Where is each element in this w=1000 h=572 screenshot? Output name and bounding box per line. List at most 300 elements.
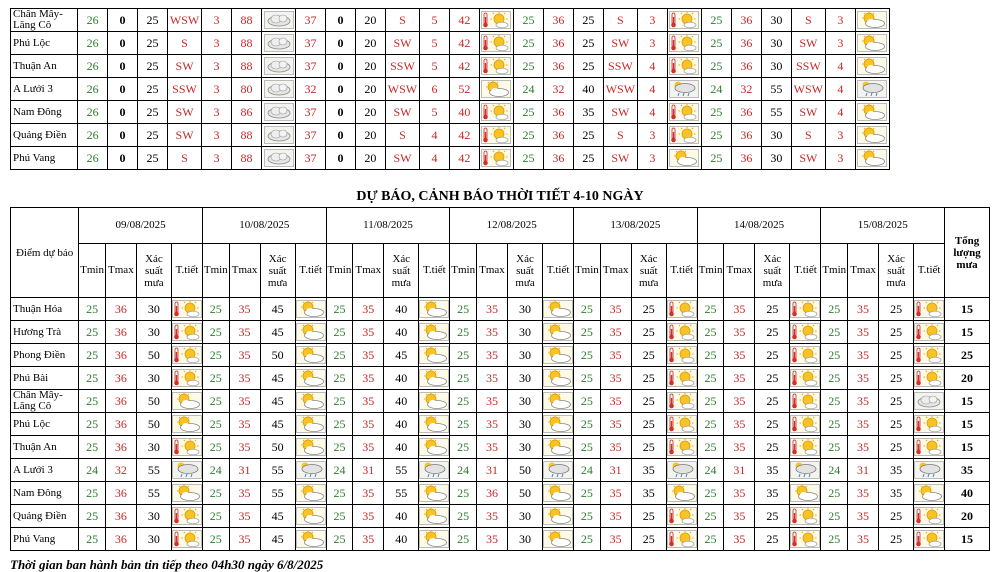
value-cell: 25 [79,298,106,321]
rain-cloud-icon [857,80,887,98]
sun-thermo-icon [669,57,699,75]
station-name: Quảng Điền [11,124,78,147]
value-cell: 25 [513,9,543,32]
value-cell: 25 [631,367,666,390]
value-cell: 25 [755,298,790,321]
value-cell: 3 [637,147,667,170]
value-cell: 30 [507,390,542,413]
sun-thermo-icon [172,530,202,548]
value-cell: WSW [791,78,825,101]
value-cell: 50 [136,390,171,413]
weather-cell [261,101,295,124]
value-cell: 35 [848,413,879,436]
value-cell: 25 [821,390,848,413]
tmax-header: Tmax [600,244,631,298]
weather-cell [479,147,513,170]
tmax-header: Tmax [724,244,755,298]
value-cell: 86 [232,101,262,124]
cloudy-icon [264,103,294,121]
value-cell: 30 [761,147,791,170]
station-name: A Lưới 3 [11,78,78,101]
value-cell: 20 [355,124,385,147]
tmin-header: Tmin [79,244,106,298]
value-cell: 36 [105,436,136,459]
value-cell: 35 [724,505,755,528]
station-name: Phong Điền [11,344,79,367]
value-cell: 50 [136,344,171,367]
sun-thermo-icon [790,323,820,341]
value-cell: 30 [136,321,171,344]
value-cell: SW [385,32,419,55]
value-cell: 42 [449,9,479,32]
value-cell: 30 [507,505,542,528]
value-cell: S [385,9,419,32]
value-cell: 35 [477,321,508,344]
value-cell: 3 [637,32,667,55]
weather-cell [261,147,295,170]
value-cell: 4 [637,78,667,101]
weather-header: T.tiết [914,244,945,298]
value-cell: 25 [574,298,601,321]
cloudy-icon [264,34,294,52]
value-cell: 25 [573,147,603,170]
value-cell: 36 [731,147,761,170]
value-cell: 40 [384,321,419,344]
value-cell: 25 [138,55,168,78]
value-cell: 55 [260,459,295,482]
sun-thermo-icon [914,438,944,456]
weather-cell [666,367,697,390]
value-cell: 36 [543,101,573,124]
sun-thermo-icon [481,34,511,52]
rain-cloud-icon [419,461,449,479]
value-cell: 31 [600,459,631,482]
value-cell: 36 [543,124,573,147]
value-cell: 30 [507,528,542,551]
value-cell: 35 [477,528,508,551]
rain-cloud-icon [667,461,697,479]
cloudy-icon [264,126,294,144]
value-cell: SW [791,147,825,170]
weather-cell [790,321,821,344]
value-cell: 25 [573,32,603,55]
tmax-header: Tmax [848,244,879,298]
value-cell: 35 [229,482,260,505]
value-cell: 35 [229,298,260,321]
value-cell: S [167,32,201,55]
weather-cell [172,321,203,344]
sun-thermo-icon [669,126,699,144]
value-cell: 30 [136,436,171,459]
value-cell: 25 [326,482,353,505]
value-cell: 25 [878,528,913,551]
table-row [11,436,990,459]
value-cell: 32 [296,78,326,101]
value-cell: 25 [79,436,106,459]
value-cell: 35 [848,367,879,390]
value-cell: 36 [105,321,136,344]
value-cell: 6 [419,78,449,101]
partly-cloudy-icon [419,392,449,410]
partly-cloudy-icon [857,57,887,75]
value-cell: 31 [477,459,508,482]
weather-cell [295,298,326,321]
value-cell: 25 [513,147,543,170]
value-cell: 37 [296,9,326,32]
value-cell: 35 [477,413,508,436]
weather-cell [479,9,513,32]
value-cell: 36 [731,55,761,78]
value-cell: 25 [697,482,724,505]
value-cell: 30 [136,367,171,390]
value-cell: 25 [574,390,601,413]
value-cell: 35 [573,101,603,124]
cloudy-icon [264,149,294,167]
weather-cell [667,55,701,78]
value-cell: 36 [543,9,573,32]
value-cell: 20 [355,32,385,55]
value-cell: 35 [724,344,755,367]
weather-cell [666,390,697,413]
value-cell: 35 [848,344,879,367]
partly-cloudy-icon [543,484,573,502]
value-cell: 40 [449,101,479,124]
value-cell: 45 [260,390,295,413]
value-cell: 35 [229,367,260,390]
value-cell: 45 [384,344,419,367]
value-cell: 25 [821,413,848,436]
value-cell: 25 [326,344,353,367]
value-cell: 25 [701,124,731,147]
value-cell: WSW [167,9,201,32]
next-bulletin-note: Thời gian ban hành bản tin tiếp theo 04h30 ngày 6/8/2025 [10,557,324,572]
value-cell: 50 [260,344,295,367]
value-cell: 0 [108,55,138,78]
date-header: 11/08/2025 [326,208,450,244]
value-cell: 25 [631,436,666,459]
tmax-header: Tmax [353,244,384,298]
total-rain-cell: 15 [945,321,990,344]
value-cell: 42 [449,124,479,147]
partly-cloudy-icon [296,438,326,456]
value-cell: 25 [513,32,543,55]
value-cell: 0 [326,9,356,32]
date-header: 13/08/2025 [574,208,698,244]
value-cell: 3 [825,124,855,147]
value-cell: 35 [353,482,384,505]
sun-thermo-icon [790,346,820,364]
value-cell: 35 [724,482,755,505]
partly-cloudy-icon [857,103,887,121]
value-cell: SW [603,32,637,55]
weather-cell [790,390,821,413]
table-row [11,147,890,170]
rain-prob-header: Xác suất mưa [755,244,790,298]
value-cell: 25 [878,344,913,367]
sun-thermo-icon [481,57,511,75]
value-cell: 35 [724,367,755,390]
value-cell: 25 [450,390,477,413]
sun-thermo-icon [669,11,699,29]
partly-cloudy-icon [543,438,573,456]
value-cell: 45 [260,505,295,528]
value-cell: 35 [477,390,508,413]
value-cell: 35 [848,528,879,551]
value-cell: 25 [574,528,601,551]
date-header: 09/08/2025 [79,208,203,244]
value-cell: 25 [513,101,543,124]
total-rain-cell: 20 [945,505,990,528]
partly-cloudy-icon [857,34,887,52]
sun-thermo-icon [667,438,697,456]
value-cell: 5 [419,55,449,78]
value-cell: 35 [848,298,879,321]
tmin-header: Tmin [821,244,848,298]
weather-cell [914,298,945,321]
weather-cell [172,413,203,436]
value-cell: 35 [600,482,631,505]
total-rain-cell: 15 [945,298,990,321]
value-cell: SSW [791,55,825,78]
weather-cell [914,367,945,390]
value-cell: 36 [105,528,136,551]
value-cell: 25 [202,344,229,367]
value-cell: 88 [232,147,262,170]
value-cell: 30 [136,528,171,551]
value-cell: S [603,9,637,32]
weather-cell [667,9,701,32]
value-cell: 25 [326,298,353,321]
value-cell: S [791,9,825,32]
station-name: Chân Mây-Lăng Cô [11,390,79,413]
value-cell: 30 [507,298,542,321]
weather-cell [419,505,450,528]
value-cell: 35 [353,321,384,344]
total-rain-cell: 35 [945,459,990,482]
value-cell: 35 [724,321,755,344]
partly-cloudy-icon [296,346,326,364]
value-cell: 25 [450,528,477,551]
weather-cell [295,344,326,367]
cloudy-icon [264,11,294,29]
value-cell: 0 [108,124,138,147]
value-cell: 36 [543,32,573,55]
value-cell: 35 [353,436,384,459]
value-cell: 42 [449,55,479,78]
value-cell: 35 [724,413,755,436]
value-cell: 40 [384,436,419,459]
sun-thermo-icon [790,392,820,410]
value-cell: 26 [78,147,108,170]
sun-thermo-icon [172,438,202,456]
value-cell: 25 [821,298,848,321]
value-cell: 36 [543,147,573,170]
weather-cell [261,9,295,32]
value-cell: 3 [825,147,855,170]
cloudy-icon [264,57,294,75]
weather-cell [914,459,945,482]
weather-cell [172,505,203,528]
value-cell: 25 [631,390,666,413]
station-name: Nam Đông [11,482,79,505]
table-row [11,528,990,551]
value-cell: 52 [449,78,479,101]
value-cell: 37 [296,55,326,78]
value-cell: 25 [574,367,601,390]
value-cell: 35 [878,482,913,505]
value-cell: 35 [600,528,631,551]
value-cell: 25 [450,436,477,459]
table-row [11,32,890,55]
value-cell: 32 [731,78,761,101]
value-cell: 36 [731,9,761,32]
weather-header: T.tiết [666,244,697,298]
value-cell: 80 [232,78,262,101]
value-cell: 24 [450,459,477,482]
date-header: 14/08/2025 [697,208,821,244]
value-cell: 5 [419,101,449,124]
weather-cell [543,459,574,482]
value-cell: 50 [260,436,295,459]
sun-thermo-icon [481,103,511,121]
tmax-header: Tmax [105,244,136,298]
partly-cloudy-icon [543,530,573,548]
value-cell: 25 [79,528,106,551]
partly-cloudy-icon [296,392,326,410]
value-cell: 20 [355,101,385,124]
partly-cloudy-icon [481,80,511,98]
value-cell: 3 [202,101,232,124]
value-cell: 25 [701,32,731,55]
sun-thermo-icon [790,438,820,456]
value-cell: 3 [202,78,232,101]
weather-cell [667,32,701,55]
value-cell: 26 [78,55,108,78]
rain-cloud-icon [914,461,944,479]
value-cell: 25 [79,367,106,390]
forecast-title: DỰ BÁO, CẢNH BÁO THỜI TIẾT 4-10 NGÀY [356,189,644,204]
value-cell: 31 [724,459,755,482]
table-row [11,124,890,147]
value-cell: 88 [232,9,262,32]
value-cell: 25 [755,367,790,390]
tmin-header: Tmin [697,244,724,298]
value-cell: 36 [105,390,136,413]
value-cell: 25 [755,344,790,367]
tmin-header: Tmin [202,244,229,298]
weather-cell [914,390,945,413]
rain-cloud-icon [669,80,699,98]
value-cell: 25 [821,528,848,551]
value-cell: 25 [821,321,848,344]
weather-cell [295,436,326,459]
partly-cloudy-icon [543,300,573,318]
sun-thermo-icon [790,300,820,318]
value-cell: 25 [631,298,666,321]
weather-cell [419,298,450,321]
value-cell: 30 [136,505,171,528]
sun-thermo-icon [667,392,697,410]
value-cell: 35 [477,298,508,321]
weather-cell [419,528,450,551]
value-cell: 35 [477,344,508,367]
value-cell: 50 [136,413,171,436]
value-cell: 20 [355,147,385,170]
value-cell: 25 [878,436,913,459]
value-cell: 25 [697,344,724,367]
value-cell: 35 [600,298,631,321]
value-cell: 25 [79,505,106,528]
value-cell: 40 [384,367,419,390]
value-cell: 3 [202,124,232,147]
value-cell: SW [385,101,419,124]
value-cell: 25 [202,367,229,390]
value-cell: 25 [574,413,601,436]
rain-prob-header: Xác suất mưa [507,244,542,298]
value-cell: 25 [450,367,477,390]
value-cell: 24 [821,459,848,482]
value-cell: 36 [105,413,136,436]
value-cell: 25 [697,367,724,390]
value-cell: 20 [355,78,385,101]
date-header: 15/08/2025 [821,208,945,244]
table-row [11,321,990,344]
date-header: 10/08/2025 [202,208,326,244]
weather-cell [172,482,203,505]
value-cell: 30 [507,436,542,459]
weather-cell [667,124,701,147]
value-cell: 25 [701,55,731,78]
value-cell: 55 [260,482,295,505]
value-cell: 35 [229,321,260,344]
tmax-header: Tmax [477,244,508,298]
weather-cell [419,413,450,436]
partly-cloudy-icon [296,323,326,341]
value-cell: 25 [697,505,724,528]
station-name: Phú Vang [11,528,79,551]
weather-cell [790,367,821,390]
value-cell: 45 [260,298,295,321]
value-cell: 88 [232,32,262,55]
weather-cell [479,32,513,55]
value-cell: 30 [761,55,791,78]
sun-thermo-icon [481,11,511,29]
partly-cloudy-icon [419,369,449,387]
value-cell: 0 [108,32,138,55]
value-cell: 50 [507,482,542,505]
value-cell: 42 [449,147,479,170]
value-cell: 35 [724,390,755,413]
value-cell: 25 [326,528,353,551]
sun-thermo-icon [669,103,699,121]
sun-thermo-icon [667,346,697,364]
value-cell: 40 [384,413,419,436]
total-rain-cell: 15 [945,413,990,436]
station-name: Quảng Điền [11,505,79,528]
value-cell: 36 [543,55,573,78]
value-cell: 55 [136,482,171,505]
weather-cell [667,147,701,170]
partly-cloudy-icon [419,530,449,548]
value-cell: S [385,124,419,147]
value-cell: 0 [326,147,356,170]
table-row [11,505,990,528]
value-cell: 35 [477,436,508,459]
value-cell: 35 [477,505,508,528]
value-cell: 25 [326,505,353,528]
value-cell: 25 [697,321,724,344]
weather-cell [914,436,945,459]
